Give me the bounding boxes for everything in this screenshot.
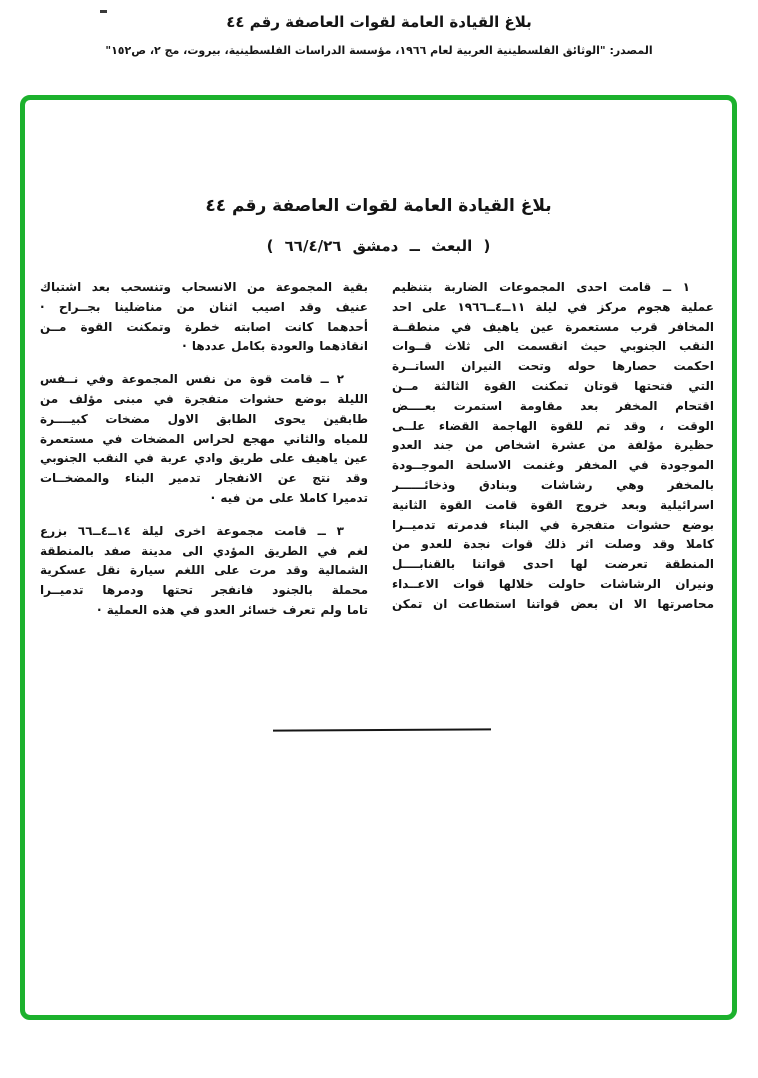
text-line: وقد نتج عن الانفجار تدمير البناء والمضخــات [40,471,368,486]
text-line: تدميرا كاملا على من فيه · [210,490,368,505]
text-line: محاصرتها الا ان بعض قواتنا استطاعت ان تمكن [392,596,714,611]
column-left [40,278,368,621]
text-line: الليلة بوضع حشوات متفجرة في مبنى مؤلف من [40,391,368,406]
body-columns [40,278,714,621]
paragraph [40,522,368,621]
text-line: للمياه والثاني مهجع لحراس المضخات في مستعمرة [40,431,368,446]
text-line: أحدهما كانت اصابته خطرة وتمكنت القوة مــن [40,319,368,334]
text-line: طابقين يحوى الطابق الاول مضخات كبيــــرة [40,411,368,426]
document-subtitle: ( البعث ــ دمشق ٦٦/٤/٢٦ ) [266,237,491,255]
text-line: لغم في الطريق المؤدي الى مدينة صفد بالمنطقة [40,543,368,558]
text-line: النقب الجنوبي حيث انقسمت الى ثلاث قــوات [392,339,714,354]
text-line: محملة بالجنود فانفجر تحتها ودمرها تدميــرا [40,583,368,598]
text-line: انقاذهما والعودة بكامل عددها · [182,339,368,354]
text-line: ١ ــ قامت احدى المجموعات الضاربة بتنظيم [392,280,690,294]
text-line: احكمت حصارها حوله وتحت النيران الساتــرة [392,359,714,374]
divider-line [273,728,491,731]
source-citation: المصدر: "الوثائق الفلسطينية العربية لعام ١٩٦٦، مؤسسة الدراسات الفلسطينية، بيروت، مج ٢، ص١٥٢" [105,44,653,57]
paragraph [40,278,368,357]
column-right [392,278,714,621]
text-line: عملية هجوم مركز في ليلة ١١ــ٤ــ١٩٦٦ على احد [392,299,714,314]
text-line: اقتحام المخفر بعد مقاومة استمرت بعــــض [392,398,714,413]
text-line: ٢ ــ قامت قوة من نفس المجموعة وفي نــفس [40,372,344,387]
text-line: الوقت ، وقد تم للقوة الهاجمة القضاء علــى [392,418,714,433]
text-line: عنيف وقد اصيب اثنان من مناضلينا بجــراح · [40,299,368,314]
text-line: كاملا وقد وصلت اثر ذلك قوات نجدة للعدو من [392,537,714,552]
text-line: بالمخفر وهي رشاشات وبنادق وذخائــــــر [392,477,714,492]
text-line: عين ياهيف على طريق وادي عربة في النقب الجنوبي [40,451,368,466]
text-line: بقية المجموعة من الانسحاب وتنسحب بعد اشتباك [40,280,368,294]
text-line: التي فتحتها قوتان تمكنت القوة الثالثة مــن [392,378,714,393]
text-line: ٣ ــ قامت مجموعة اخرى ليلة ١٤ــ٤ــ٦٦ بزرع [40,523,344,538]
document-title: بلاغ القيادة العامة لقوات العاصفة رقم ٤٤ [205,196,552,216]
document-frame [20,95,737,1020]
paragraph [40,370,368,509]
text-line: حظيرة مؤلفة من عشرة اشخاص من جند العدو [392,438,714,453]
text-line: المنطقة تعرضت لها احدى قواتنا بالقنابــــل [392,557,714,572]
text-line: المخافر قرب مستعمرة عين ياهيف في منطقــة [392,319,714,334]
paragraph [392,278,714,615]
text-line: الشمالية وقد مرت على اللغم سيارة نقل عسكرية [40,563,368,578]
text-line: بوضع حشوات متفجرة في البناء فدمرته تدميــرا [392,517,714,532]
text-line: الموجودة في المخفر وغنمت الاسلحة الموجــودة [392,458,714,473]
document-page [25,100,732,1015]
page-title: بلاغ القيادة العامة لقوات العاصفة رقم ٤٤ [226,13,532,31]
text-line: تاما ولم تعرف خسائر العدو في هذه العملية · [97,602,368,617]
text-line: ونيران الرشاشات حاولت خلالها قوات الاعــداء [392,576,714,591]
text-line: اسرائيلية وبعد خروج القوة قامت القوة الثانية [392,497,714,512]
